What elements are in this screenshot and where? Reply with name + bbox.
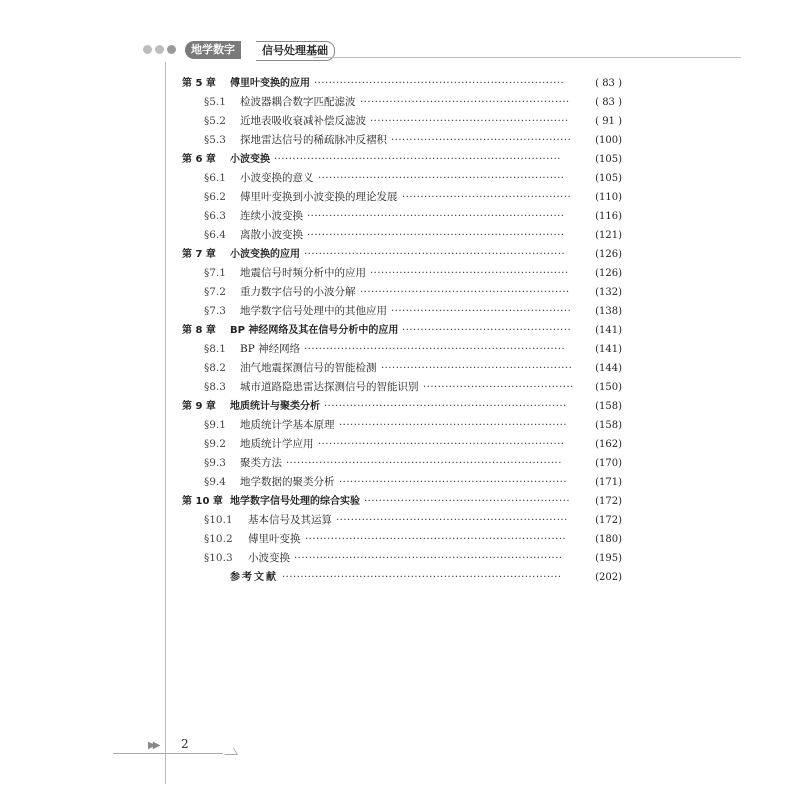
toc-page-number: (100)	[595, 135, 622, 146]
toc-section-row[interactable]	[182, 93, 622, 112]
toc-section-row[interactable]	[182, 530, 622, 549]
toc-entry-number: §9.3	[204, 457, 226, 469]
dot-leader: ·················································	[391, 135, 572, 146]
toc-entry-number: §9.2	[204, 438, 226, 450]
toc-page-number: (116)	[595, 211, 622, 222]
toc-entry-title: 油气地震探测信号的智能检测	[240, 362, 377, 374]
toc-section-row[interactable]	[182, 302, 622, 321]
toc-entry-number: §8.3	[204, 381, 226, 393]
toc-page-number: (170)	[595, 458, 622, 469]
toc-entry-title: 地质统计与聚类分析	[230, 401, 320, 412]
dot-leader: ······························································	[339, 477, 568, 488]
toc-entry-title: 重力数字信号的小波分解	[240, 286, 356, 298]
toc-page-number: (150)	[595, 382, 622, 393]
dot-leader: ···································································	[318, 173, 565, 184]
toc-entry-title: 探地雷达信号的稀疏脉冲反褶积	[240, 134, 387, 146]
toc-entry-title: 近地表吸收衰减补偿反滤波	[240, 115, 366, 127]
toc-chapter-row[interactable]	[182, 568, 622, 587]
dot-leader: ····················································	[381, 363, 573, 374]
dot-leader: ··············································································	[274, 154, 561, 165]
toc-section-row[interactable]	[182, 435, 622, 454]
margin-rule	[165, 62, 166, 784]
header-dots	[143, 45, 176, 54]
dot-leader: ·························································	[360, 97, 570, 108]
toc-entry-number: §10.3	[204, 552, 233, 564]
toc-entry-title: 小波变换	[248, 552, 290, 564]
page-footer	[143, 736, 243, 756]
toc-section-row[interactable]	[182, 188, 622, 207]
toc-entry-title: 傅里叶变换	[248, 533, 301, 545]
dot-leader: ·······································································	[304, 344, 566, 355]
toc-page-number: (126)	[595, 268, 622, 279]
header-rule	[313, 57, 741, 58]
header-badge: 地学数字	[185, 41, 241, 59]
toc-entry-title: BP 神经网络及其在信号分析中的应用	[230, 325, 399, 336]
dot-leader: ······························································	[339, 420, 568, 431]
dot-icon	[155, 45, 164, 54]
toc-entry-title: 离散小波变换	[240, 229, 303, 241]
toc-entry-number: §7.3	[204, 305, 226, 317]
toc-page-number: (105)	[595, 173, 622, 184]
dot-leader: ···································································	[318, 439, 565, 450]
toc-section-row[interactable]	[182, 340, 622, 359]
toc-entry-title: 聚类方法	[240, 457, 282, 469]
toc-entry-number: 第 10 章	[182, 496, 223, 507]
toc-section-row[interactable]	[182, 169, 622, 188]
toc-entry-number: §8.1	[204, 343, 226, 355]
toc-section-row[interactable]	[182, 207, 622, 226]
toc-chapter-row[interactable]	[182, 245, 622, 264]
toc-page-number: (172)	[595, 496, 622, 507]
toc-entry-title: 小波变换的意义	[240, 172, 314, 184]
dot-icon	[167, 45, 176, 54]
toc-entry-number: §6.3	[204, 210, 226, 222]
toc-entry-title: 地学数据的聚类分析	[240, 476, 335, 488]
dot-leader: ·························································	[360, 287, 570, 298]
toc-page-number: (141)	[595, 325, 622, 336]
toc-page-number: (195)	[595, 553, 622, 564]
toc-entry-number: §8.2	[204, 362, 226, 374]
toc-section-row[interactable]	[182, 454, 622, 473]
dot-leader: ······································································	[307, 211, 565, 222]
toc-entry-title: 傅里叶变换的应用	[230, 78, 310, 89]
toc-chapter-row[interactable]	[182, 397, 622, 416]
footer-hook	[221, 748, 238, 755]
dot-leader: ······················································	[370, 268, 569, 279]
toc-page-number: (162)	[595, 439, 622, 450]
toc-entry-title: 城市道路隐患雷达探测信号的智能识别	[240, 381, 419, 393]
toc-page-number: (105)	[595, 154, 622, 165]
toc-page-number: (132)	[595, 287, 622, 298]
toc-page-number: ( 83 )	[595, 78, 622, 89]
toc-page-number: (158)	[595, 401, 622, 412]
dot-leader: ·······································································	[305, 534, 567, 545]
toc-entry-number: §5.2	[204, 115, 226, 127]
toc-page-number: (110)	[595, 192, 622, 203]
toc-entry-number: §6.4	[204, 229, 226, 241]
toc-entry-title: BP 神经网络	[240, 343, 301, 355]
toc-page-number: (121)	[595, 230, 622, 241]
dot-leader: ····································································	[314, 78, 565, 89]
toc-entry-title: 地学数字信号处理的综合实验	[230, 496, 360, 507]
toc-entry-number: §5.3	[204, 134, 226, 146]
toc-page-number: (202)	[595, 572, 622, 583]
toc-page-number: (126)	[595, 249, 622, 260]
toc-page-number: (141)	[595, 344, 622, 355]
toc-section-row[interactable]	[182, 549, 622, 568]
toc-entry-number: 第 9 章	[182, 401, 216, 412]
dot-leader: ··············································	[402, 192, 572, 203]
toc-section-row[interactable]	[182, 226, 622, 245]
toc-entry-title: 小波变换的应用	[230, 249, 300, 260]
toc-entry-title: 地质统计学基本原理	[240, 419, 335, 431]
toc-chapter-row[interactable]	[182, 492, 622, 511]
toc-page-number: (138)	[595, 306, 622, 317]
toc-entry-title: 连续小波变换	[240, 210, 303, 222]
toc-entry-title: 地质统计学应用	[240, 438, 314, 450]
page-number: 2	[181, 737, 189, 751]
toc-entry-number: §7.1	[204, 267, 226, 279]
toc-page-number: ( 91 )	[595, 116, 622, 127]
toc-entry-number: 第 8 章	[182, 325, 216, 336]
dot-leader: ··································································	[324, 401, 567, 412]
running-header	[143, 41, 743, 61]
toc-entry-number: §9.4	[204, 476, 226, 488]
toc-entry-number: §7.2	[204, 286, 226, 298]
toc-entry-number: §5.1	[204, 96, 226, 108]
toc-page-number: (158)	[595, 420, 622, 431]
dot-leader: ··············································	[402, 325, 572, 336]
toc-section-row[interactable]	[182, 283, 622, 302]
header-title: 信号处理基础	[256, 41, 335, 61]
toc-section-row[interactable]	[182, 112, 622, 131]
toc-chapter-row[interactable]	[182, 321, 622, 340]
toc-entry-title: 小波变换	[230, 154, 270, 165]
toc-entry-number: 第 7 章	[182, 249, 216, 260]
toc-chapter-row[interactable]	[182, 150, 622, 169]
toc-section-row[interactable]	[182, 511, 622, 530]
toc-entry-number: §10.2	[204, 533, 233, 545]
dot-leader: ·········································	[423, 382, 574, 393]
arrow-icon: ▶▶	[148, 740, 158, 751]
dot-leader: ·················································	[391, 306, 572, 317]
toc-page-number: (171)	[595, 477, 622, 488]
toc-entry-number: 第 6 章	[182, 154, 216, 165]
footer-rule	[113, 753, 223, 754]
toc-entry-title: 地震信号时频分析中的应用	[240, 267, 366, 279]
toc-section-row[interactable]	[182, 359, 622, 378]
toc-section-row[interactable]	[182, 378, 622, 397]
toc-page-number: (180)	[595, 534, 622, 545]
toc-entry-title: 基本信号及其运算	[248, 514, 332, 526]
dot-icon	[143, 45, 152, 54]
dot-leader: ························································	[364, 496, 571, 507]
toc-section-row[interactable]	[182, 131, 622, 150]
dot-leader: ·········································································	[294, 553, 563, 564]
toc-entry-number: §10.1	[204, 514, 233, 526]
toc-section-row[interactable]	[182, 473, 622, 492]
dot-leader: ·······································································	[304, 249, 566, 260]
toc-entry-title: 傅里叶变换到小波变换的理论发展	[240, 191, 398, 203]
dot-leader: ············································································	[282, 572, 562, 583]
toc-chapter-row[interactable]	[182, 74, 622, 93]
dot-leader: ·······························································	[336, 515, 568, 526]
toc-entry-title: 参考文献	[230, 572, 278, 583]
dot-leader: ······················································	[370, 116, 569, 127]
toc-entry-number: §6.1	[204, 172, 226, 184]
dot-leader: ······································································	[307, 230, 565, 241]
toc-entry-number: 第 5 章	[182, 78, 216, 89]
dot-leader: ···········································································	[286, 458, 562, 469]
table-of-contents	[182, 74, 622, 587]
toc-entry-title: 地学数字信号处理中的其他应用	[240, 305, 387, 317]
toc-entry-title: 检波器耦合数字匹配滤波	[240, 96, 356, 108]
toc-page-number: (144)	[595, 363, 622, 374]
toc-page-number: ( 83 )	[595, 97, 622, 108]
toc-page-number: (172)	[595, 515, 622, 526]
toc-section-row[interactable]	[182, 264, 622, 283]
toc-entry-number: §9.1	[204, 419, 226, 431]
toc-entry-number: §6.2	[204, 191, 226, 203]
toc-section-row[interactable]	[182, 416, 622, 435]
